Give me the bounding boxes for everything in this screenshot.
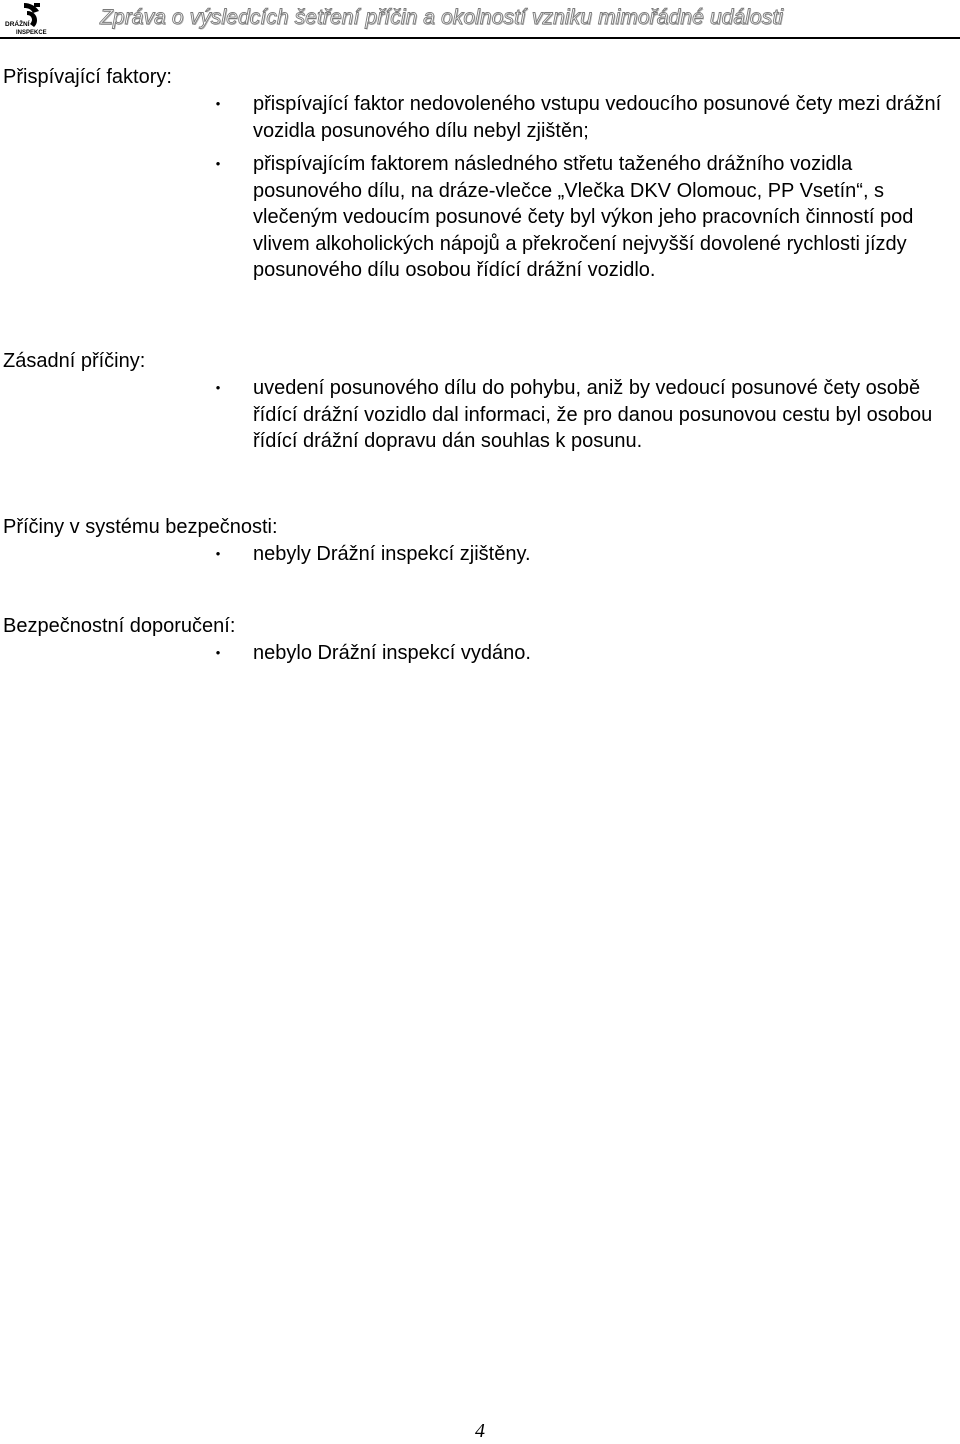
drazni-inspekce-logo xyxy=(3,2,47,36)
bullet-icon: • xyxy=(215,96,221,111)
header-title: Zpráva o výsledcích šetření příčin a okolností vzniku mimořádné události xyxy=(100,6,784,29)
bullet-icon: • xyxy=(215,546,221,561)
bullet-icon: • xyxy=(215,645,221,660)
logo-text-line1: DRÁŽNÍ xyxy=(5,21,30,28)
drazni-inspekce-logo-icon xyxy=(3,2,47,36)
root-cause-item: uvedení posunového dílu do pohybu, aniž by vedoucí posunové čety osobě řídící drážní vozidlo dal informaci, že pro danou posunovou cestu byl osobou řídící drážní dopravu dán souhlas k posunu. xyxy=(253,377,933,452)
safety-recommendations-label: Bezpečnostní doporučení: xyxy=(3,615,236,637)
contributing-factor-item: přispívající faktor nedovoleného vstupu vedoucího posunové čety mezi drážní vozidla posunového dílu nebyl zjištěn; xyxy=(253,93,942,142)
page-header xyxy=(0,0,960,38)
page-number: 4 xyxy=(475,1420,485,1442)
header-divider xyxy=(0,37,960,39)
safety-system-item: nebyly Drážní inspekcí zjištěny. xyxy=(253,543,531,565)
logo-text-line2: INSPEKCE xyxy=(16,30,47,36)
bullet-icon: • xyxy=(215,380,221,395)
bullet-icon: • xyxy=(215,156,221,171)
safety-recommendation-item: nebylo Drážní inspekcí vydáno. xyxy=(253,642,531,664)
root-causes-label: Zásadní příčiny: xyxy=(3,350,146,372)
safety-system-causes-label: Příčiny v systému bezpečnosti: xyxy=(3,516,278,538)
contributing-factors-label: Přispívající faktory: xyxy=(3,66,172,88)
contributing-factor-item: přispívajícím faktorem následného střetu taženého drážního vozidla posunového dílu, na dráze-vlečce „Vlečka DKV Olomouc, PP Vsetín“, s vlečeným vedoucím posunové čety byl výkon jeho pracovních činností pod vlivem alkoholických nápojů a překročení nejvyšší dovolené rychlosti jízdy posunového dílu osobou řídící drážní vozidlo. xyxy=(253,153,914,281)
